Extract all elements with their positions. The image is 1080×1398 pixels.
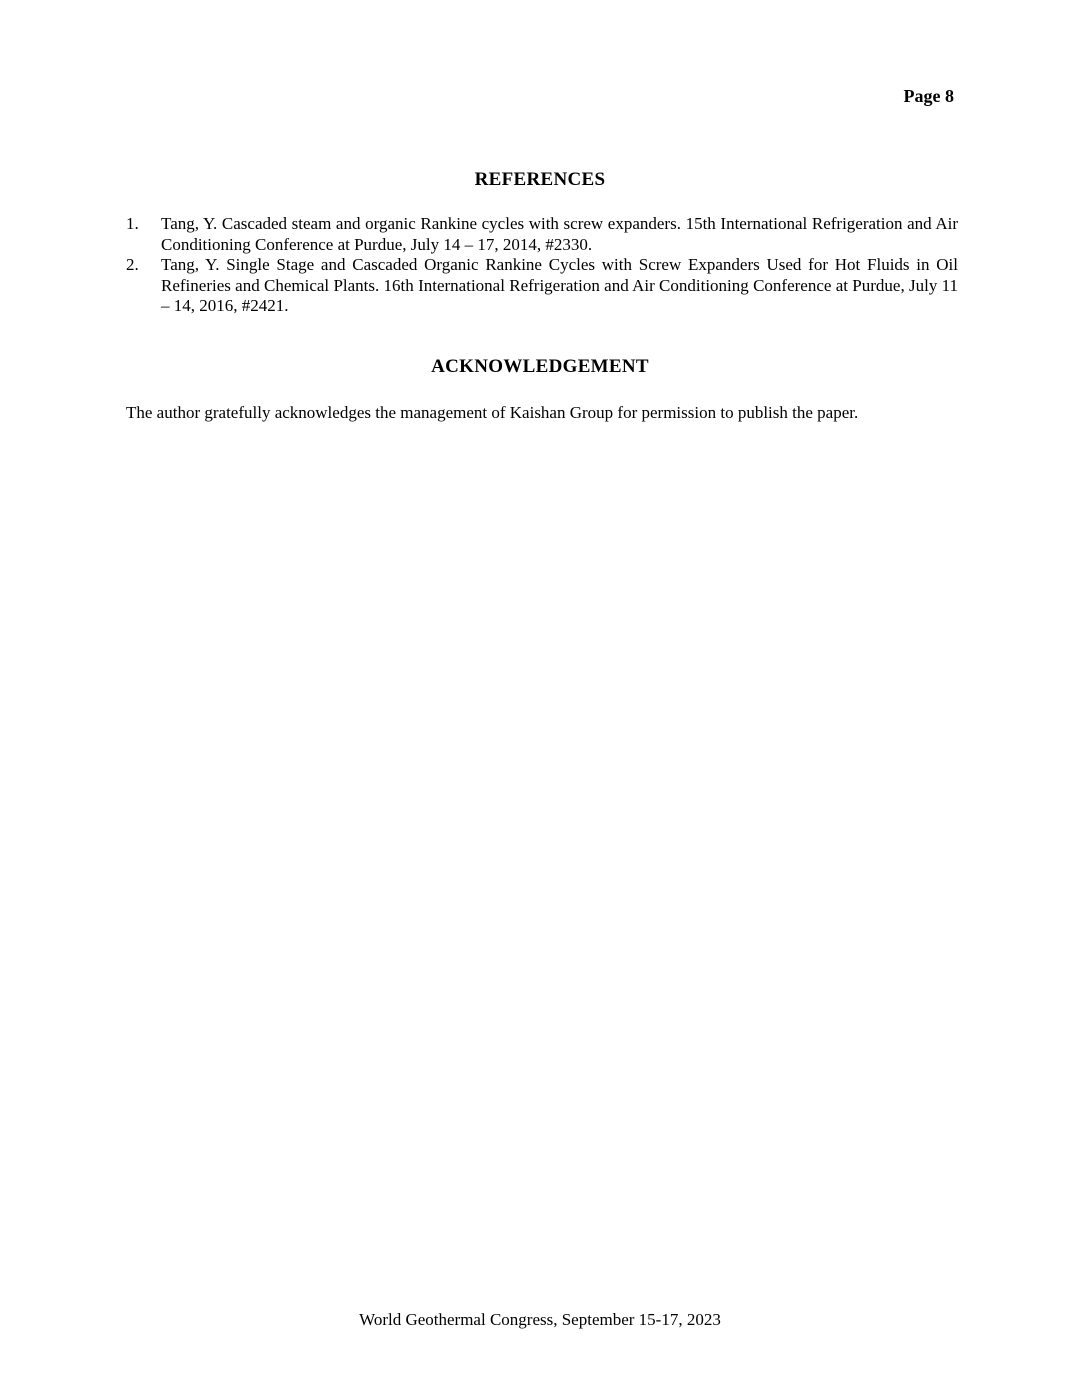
acknowledgement-heading: ACKNOWLEDGEMENT: [431, 356, 649, 377]
reference-number: 2.: [126, 255, 139, 274]
acknowledgement-text: The author gratefully acknowledges the management of Kaishan Group for permission to publish the paper.: [126, 403, 859, 422]
footer-conference-line: World Geothermal Congress, September 15-17, 2023: [359, 1310, 721, 1329]
references-list: [126, 214, 958, 317]
page-number: Page 8: [903, 86, 954, 106]
references-heading: REFERENCES: [474, 169, 606, 190]
reference-item-2: [126, 255, 958, 317]
reference-text: Tang, Y. Single Stage and Cascaded Organic Rankine Cycles with Screw Expanders Used for Hot Fluids in Oil Refineries and Chemical Plants. 16th International Refrigeration and Air Conditioning Conference at Purdue, July 11 – 14, 2016, #2421.: [161, 255, 958, 315]
reference-text: Tang, Y. Cascaded steam and organic Rankine cycles with screw expanders. 15th International Refrigeration and Air Conditioning Conference at Purdue, July 14 – 17, 2014, #2330.: [161, 214, 958, 254]
reference-number: 1.: [126, 214, 139, 233]
reference-item-1: [126, 214, 958, 255]
